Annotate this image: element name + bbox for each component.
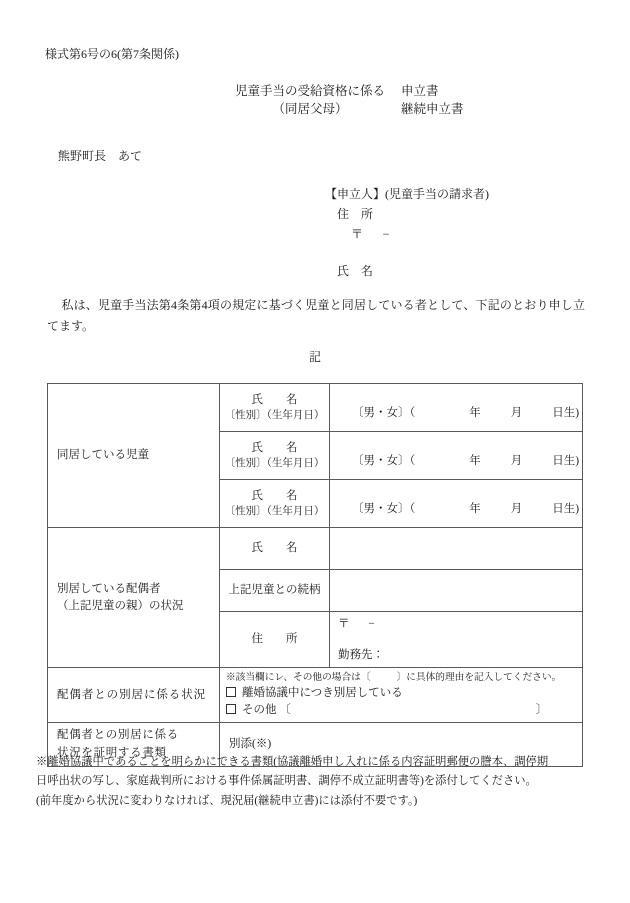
child-1-name-label: 氏 名: [251, 393, 304, 406]
spouse-section-label: [48, 577, 219, 618]
spouse-workplace-label: 勤務先：: [338, 648, 384, 661]
ki-marker: 記: [308, 350, 321, 364]
zip-dash: −: [382, 226, 390, 241]
status-note-part2: 〕に具体的理由を記入してください。: [396, 672, 562, 684]
child-2-value: [330, 435, 582, 475]
checkbox-icon[interactable]: [226, 687, 236, 697]
child-2-gender: 〔男・女〕（: [352, 455, 416, 468]
document-section-value: 別添(※): [229, 737, 272, 750]
child-2-sublabel-cell: [220, 432, 330, 480]
bracket-right: 〕: [535, 703, 548, 716]
statement-paragraph: 私は、児童手当法第4条第4項の規定に基づく児童と同居している者として、下記のとおり申し立てます。: [47, 298, 585, 333]
child-1-month: 月: [510, 407, 523, 420]
spouse-zip-row: [338, 616, 574, 633]
status-section-value-cell[interactable]: [220, 668, 583, 723]
applicant-name-label: 氏 名: [337, 264, 374, 279]
document-kind: [401, 82, 464, 118]
applicant-zip-row: [351, 225, 489, 245]
status-note-part1: ※該当欄にレ、その他の場合は〔: [226, 672, 371, 684]
zip-dash: −: [368, 618, 375, 630]
child-3-year: 年: [469, 503, 481, 516]
child-1-value: [330, 387, 582, 427]
zip-symbol-icon: 〒: [338, 618, 350, 630]
bracket-left: 〔: [279, 703, 291, 716]
spouse-address-sublabel-cell: [220, 612, 330, 668]
table-row: [48, 668, 583, 723]
child-2-name-label: 氏 名: [251, 441, 304, 454]
child-1-gender: 〔男・女〕（: [352, 407, 416, 420]
footnote-line-1: ※離婚協議中であることを明らかにできる書類(協議離婚申し入れに係る内容証明郵便の謄本、調停期: [36, 756, 549, 768]
child-2-value-cell[interactable]: [330, 432, 583, 480]
form-number: 様式第6号の6(第7条関係): [45, 47, 179, 61]
spouse-address-value: [330, 612, 582, 667]
table-row: [48, 384, 583, 432]
document-title: [235, 82, 385, 118]
child-2-month: 月: [510, 455, 523, 468]
form-table: [47, 383, 583, 767]
child-2-detail-label: 〔性別〕（生年月日）: [224, 458, 325, 470]
children-section-label-cell: [48, 384, 220, 528]
child-2-day: 日生): [552, 455, 580, 468]
footnote-line-2: 日呼出状の写し、家庭裁判所における事件係属証明書、調停不成立証明書等)を添付してください。: [36, 775, 537, 788]
child-3-sublabel-cell: [220, 480, 330, 528]
document-section-label-line1: 配偶者との別居に係る: [57, 729, 179, 742]
status-option-2-input[interactable]: [279, 702, 547, 719]
footnote-line-3: (前年度から状況に変わりなければ、現況届(継続申立書)には添付不要です。): [36, 794, 418, 807]
status-section-label-cell: [48, 668, 220, 723]
table-row: [48, 528, 583, 570]
document-section-label-line2: 状況を証明する書類: [57, 746, 167, 759]
footnotes: [36, 753, 596, 811]
child-1-detail-label: 〔性別〕（生年月日）: [224, 410, 325, 422]
spouse-relation-label: 上記児童との続柄: [228, 584, 321, 597]
spouse-name-value: [330, 545, 582, 553]
spouse-relation-sublabel-cell: [220, 570, 330, 612]
child-1-day: 日生): [552, 407, 580, 420]
status-note: [226, 671, 576, 685]
spouse-section-label-cell: [48, 528, 220, 668]
document-title-line1: 児童手当の受給資格に係る: [235, 84, 386, 98]
children-section-label: 同居している児童: [57, 449, 149, 462]
child-2-year: 年: [469, 455, 481, 468]
document-title-block: [235, 82, 464, 118]
spouse-address-label: 住 所: [251, 633, 304, 646]
document-kind-keizoku-moushitatesho: 継続申立書: [401, 102, 464, 117]
child-3-gender: 〔男・女〕（: [352, 503, 416, 516]
child-1-value-cell[interactable]: [330, 384, 583, 432]
spouse-section-label-line1: 別居している配偶者: [57, 583, 161, 595]
status-section-label: 配偶者との別居に係る状況: [57, 688, 207, 701]
spouse-name-sublabel-cell: [220, 528, 330, 570]
spouse-name-value-cell[interactable]: [330, 528, 583, 570]
zip-symbol-icon: 〒: [351, 226, 364, 241]
applicant-heading: 【申立人】(児童手当の請求者): [325, 187, 489, 201]
status-option-2-label: その他: [242, 703, 277, 716]
spouse-section-label-line2: （上記児童の親）の状況: [57, 599, 184, 612]
child-3-detail-label: 〔性別〕（生年月日）: [224, 506, 325, 518]
spouse-address-value-cell[interactable]: [330, 612, 583, 668]
status-option-2-row[interactable]: [226, 702, 576, 719]
spouse-relation-value: [330, 587, 582, 595]
applicant-block: [325, 185, 489, 282]
checkbox-icon[interactable]: [226, 704, 236, 714]
addressee: 熊野町長 あて: [58, 149, 143, 163]
status-option-1-label: 離婚協議中につき別居している: [242, 686, 403, 699]
child-1-sublabel-cell: [220, 384, 330, 432]
status-option-1-row[interactable]: [226, 685, 576, 702]
status-section-value: [220, 668, 582, 722]
child-3-month: 月: [510, 503, 523, 516]
child-3-value: [330, 483, 582, 523]
applicant-address-label: 住 所: [337, 206, 374, 221]
child-3-value-cell[interactable]: [330, 480, 583, 528]
child-1-year: 年: [469, 407, 481, 420]
spouse-name-label: 氏 名: [251, 542, 304, 555]
document-title-line2: （同居父母）: [272, 102, 348, 117]
document-kind-moushitatesho: 申立書: [401, 84, 439, 98]
child-3-name-label: 氏 名: [251, 489, 304, 502]
spouse-relation-value-cell[interactable]: [330, 570, 583, 612]
child-3-day: 日生): [552, 503, 580, 516]
